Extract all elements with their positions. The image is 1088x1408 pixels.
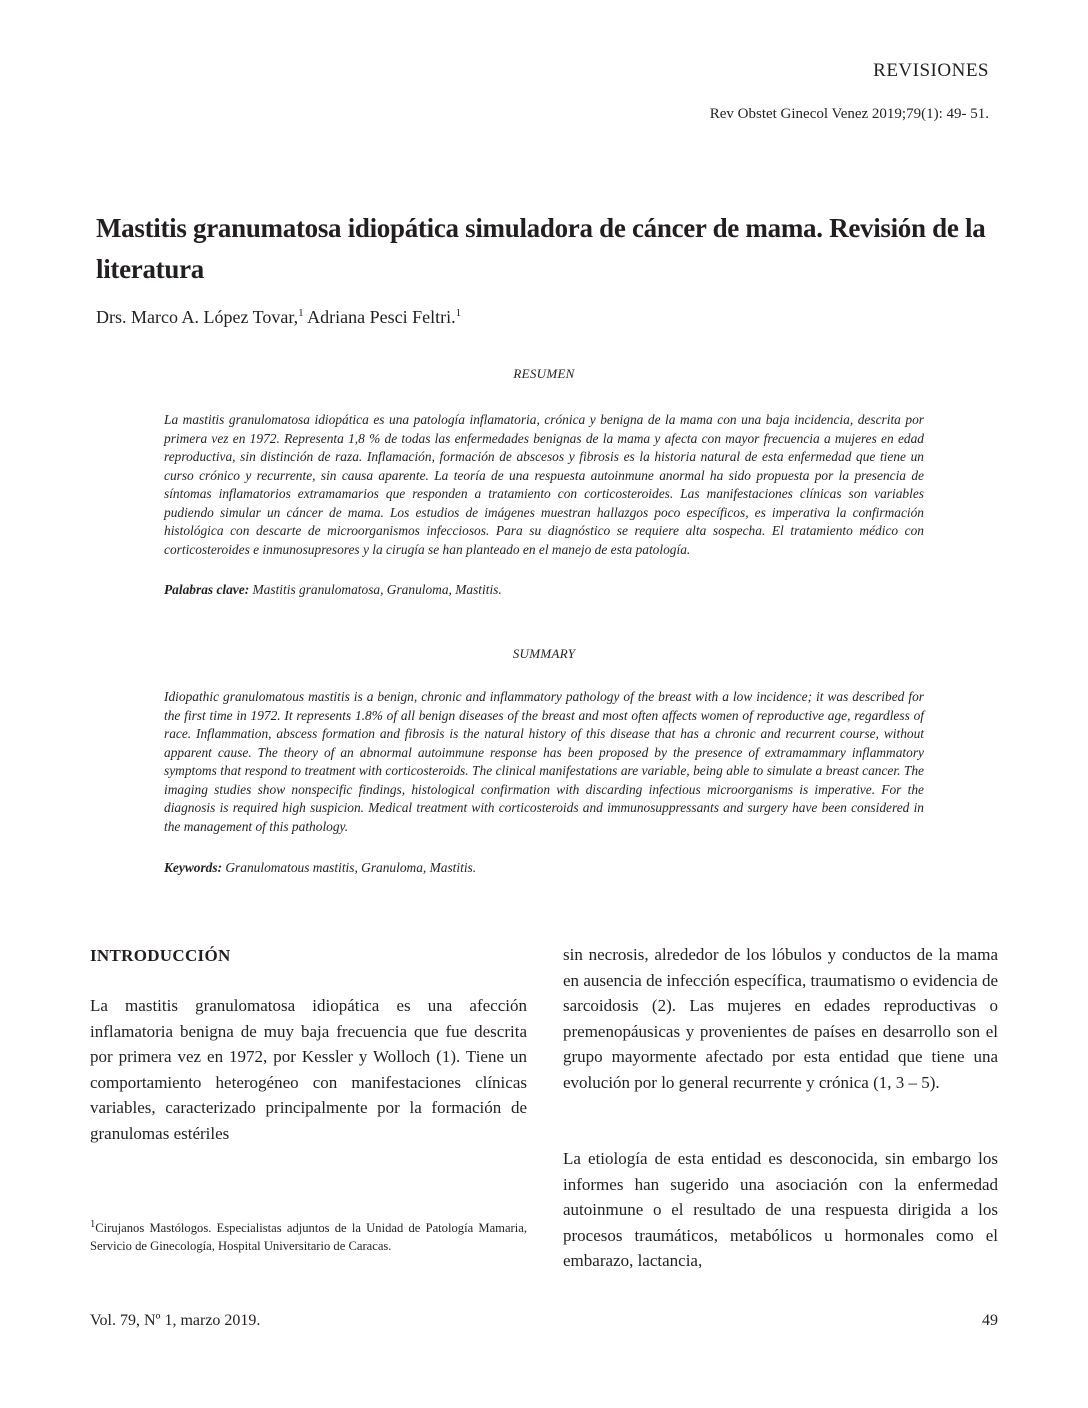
palabras-clave-values: Mastitis granulomatosa, Granuloma, Mastitis. (249, 582, 502, 597)
intro-paragraph-1: La mastitis granulomatosa idiopática es una afección inflamatoria benigna de muy baja frecuencia que fue descrita por primera vez en 1972, por Kessler y Wolloch (1). Tiene un comportamiento heterogéneo con manifestaciones clínicas variables, caracterizado principalmente por la formación de granulomas estériles (90, 996, 527, 1143)
intro-paragraph-2: La etiología de esta entidad es desconocida, sin embargo los informes han sugerido una asociación con la enfermedad autoinmune o el resultado de una respuesta dirigida a los procesos traumáticos, metabólicos u hormonales como el embarazo, lactancia, (563, 1149, 998, 1270)
keywords-values: Granulomatous mastitis, Granuloma, Mastitis. (222, 860, 477, 875)
footnote-text: Cirujanos Mastólogos. Especialistas adjuntos de la Unidad de Patología Mamaria, Servicio de Ginecología, Hospital Universitario de Caracas. (90, 1221, 527, 1254)
author-first: Drs. Marco A. López Tovar, (96, 307, 299, 327)
introduccion-heading: INTRODUCCIÓN (90, 946, 231, 965)
author-second: Adriana Pesci Feltri. (303, 307, 456, 327)
keywords-label: Keywords: (164, 860, 223, 875)
section-label: REVISIONES (873, 60, 989, 81)
summary-heading: SUMMARY (512, 646, 576, 661)
palabras-clave (164, 582, 924, 598)
journal-citation: Rev Obstet Ginecol Venez 2019;79(1): 49- 51. (709, 106, 989, 122)
footnote (90, 1216, 527, 1255)
palabras-clave-label: Palabras clave: (164, 582, 250, 597)
intro-paragraph-1-continued: sin necrosis, alrededor de los lóbulos y conductos de la mama en ausencia de infección específica, traumatismo o evidencia de sarcoidosis (2). Las mujeres en edades reproductivas o premenopáusicas y provenientes de países en desarrollo son el grupo mayormente afectado por esta entidad que tiene una evolución por lo general recurrente y crónica (1, 3 – 5). (563, 945, 998, 1092)
author-line (96, 307, 461, 328)
resumen-text: La mastitis granulomatosa idiopática es una patología inflamatoria, crónica y benigna de la mama con una baja incidencia, descrita por primera vez en 1972. Representa 1,8 % de todas las enfermedades benignas de la mama y afecta con mayor frecuencia a mujeres en edad reproductiva, sin distinción de raza. Inflamación, formación de abscesos y fibrosis es la historia natural de esta enfermedad que tiene un curso crónico y recurrente, sin causa aparente. La teoría de una respuesta autoinmune anormal ha sido propuesta por la presencia de síntomas inflamatorios extramamarios que responden a tratamiento con corticosteroides. Las manifestaciones clínicas son variables pudiendo simular un cáncer de mama. Los estudios de imágenes muestran hallazgos poco específicos, es imperativa la confirmación histológica con descarte de microorganismos infecciosos. Para su diagnóstico se requiere alta sospecha. El tratamiento médico con corticosteroides e inmunosupresores y la cirugía se han planteado en el manejo de esta patología. (164, 412, 924, 557)
article-title: Mastitis granumatosa idiopática simuladora de cáncer de mama. Revisión de la literatura (96, 213, 986, 284)
resumen-heading: RESUMEN (513, 366, 575, 381)
page-number: 49 (982, 1312, 998, 1329)
keywords (164, 860, 924, 876)
footnote-mark: 1 (90, 1219, 96, 1230)
affiliation-mark-1: 1 (298, 307, 304, 319)
footer-issue: Vol. 79, Nº 1, marzo 2019. (90, 1312, 261, 1329)
affiliation-mark-2: 1 (455, 307, 462, 319)
summary-text: Idiopathic granulomatous mastitis is a benign, chronic and inflammatory pathology of the breast with a low incidence; it was described for the first time in 1972. It represents 1.8% of all benign diseases of the breast and most often affects women of reproductive age, regardless of race. Inflammation, abscess formation and fibrosis is the natural history of this disease that has a chronic and recurrent course, without apparent cause. The theory of an abnormal autoimmune response has been proposed by the presence of extramammary inflammatory symptoms that respond to treatment with corticosteroids. The clinical manifestations are variable, being able to simulate a breast cancer. The imaging studies show nonspecific findings, histological confirmation with discarding infectious microorganisms is imperative. For the diagnosis is required high suspicion. Medical treatment with corticosteroids and immunosuppressants and surgery have been considered in the management of this pathology. (164, 689, 924, 834)
